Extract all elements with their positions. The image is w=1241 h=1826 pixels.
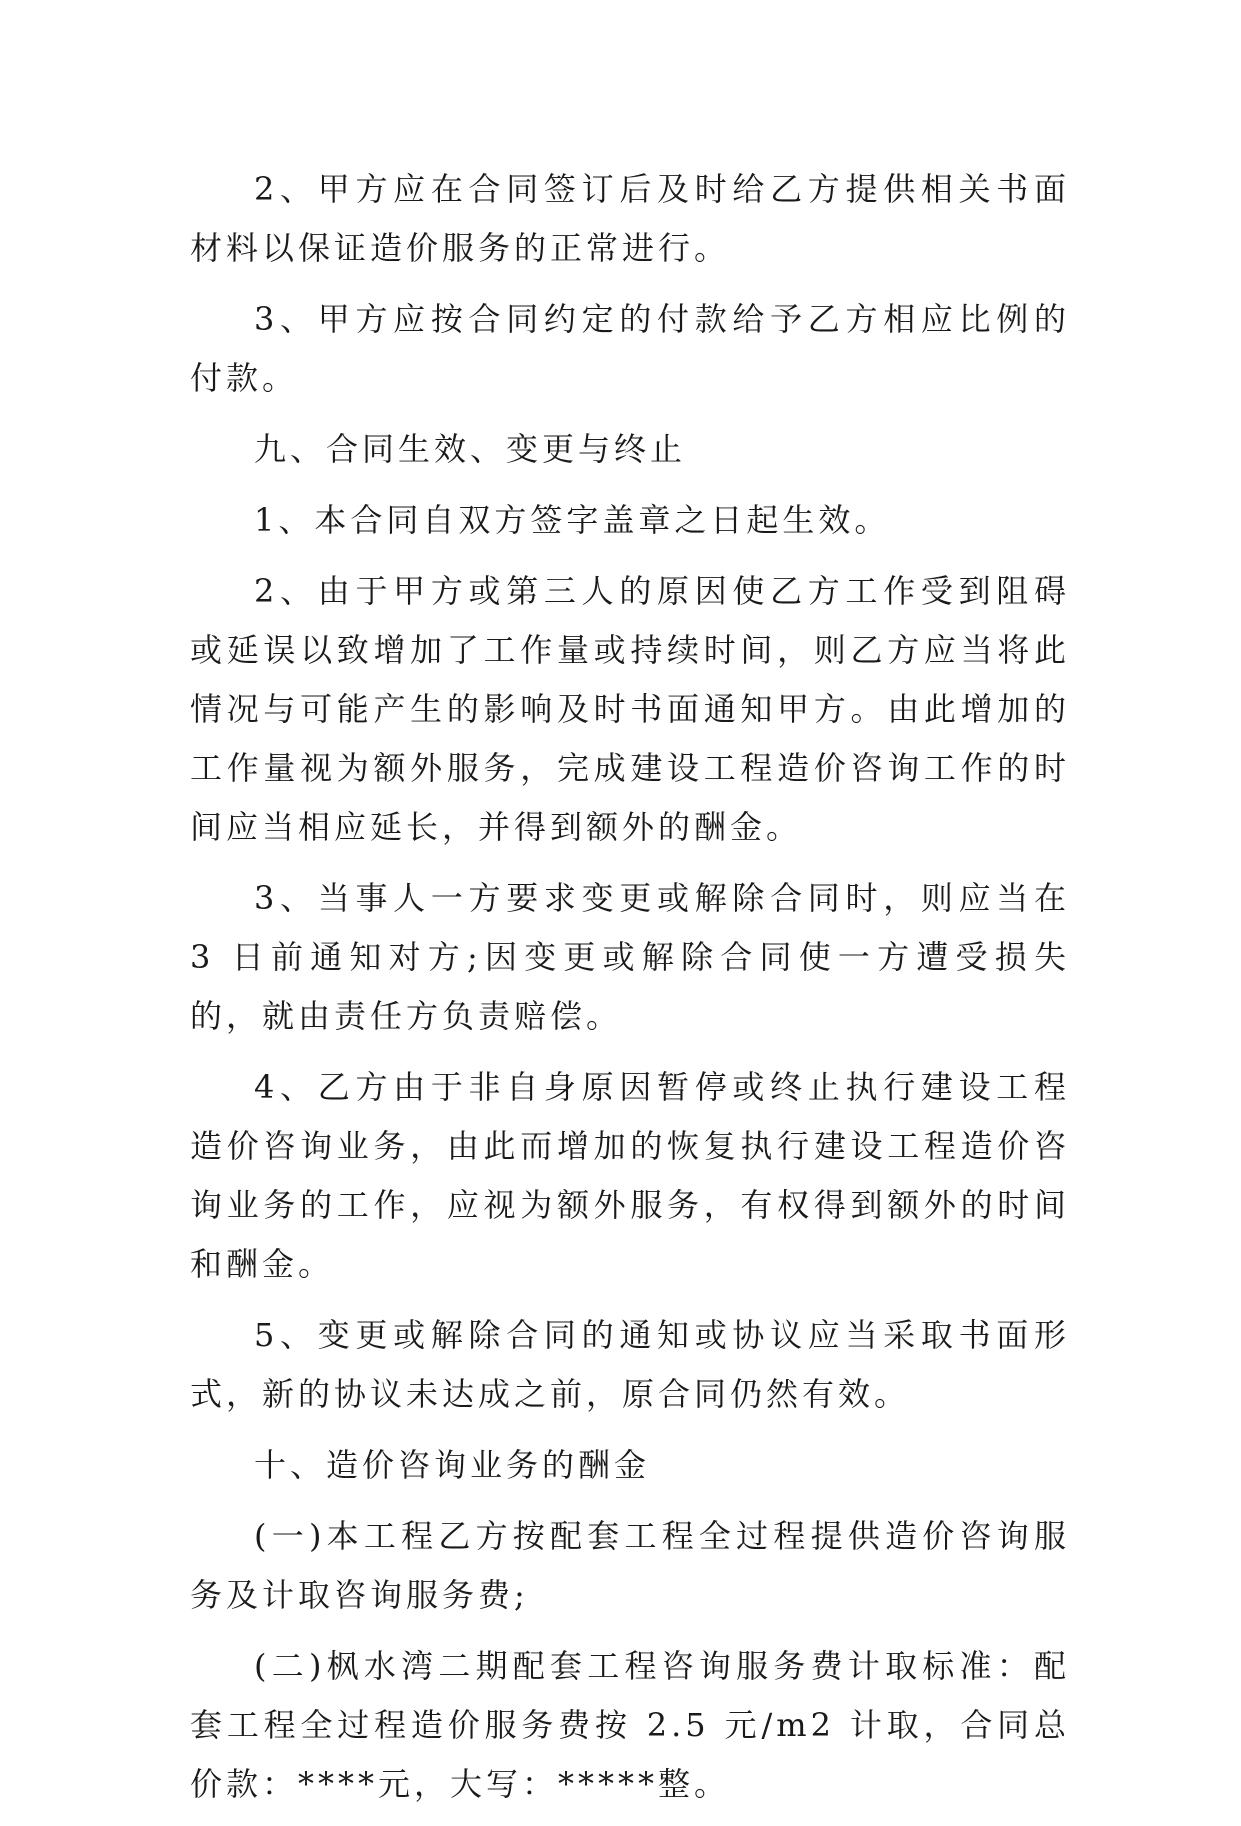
paragraph-termination-notice: 3、当事人一方要求变更或解除合同时，则应当在 3 日前通知对方;因变更或解除合同使一方遭受损失的，就由责任方负责赔偿。 (190, 879, 1070, 1035)
document-page (190, 160, 1070, 1826)
section-heading-effectiveness: 九、合同生效、变更与终止 (254, 430, 687, 468)
paragraph-service-scope: (一)本工程乙方按配套工程全过程提供造价咨询服务及计取咨询服务费; (190, 1517, 1070, 1614)
paragraph-effective-date: 1、本合同自双方签字盖章之日起生效。 (254, 501, 891, 539)
paragraph-fee-standard: (二)枫水湾二期配套工程咨询服务费计取标准：配套工程全过程造价服务费按 2.5 元/m2 计取，合同总价款：****元，大写：*****整。 (190, 1647, 1070, 1803)
paragraph-suspension-clause: 4、乙方由于非自身原因暂停或终止执行建设工程造价咨询业务，由此而增加的恢复执行建设工程造价咨询业务的工作，应视为额外服务，有权得到额外的时间和酬金。 (190, 1068, 1070, 1283)
section-heading-remuneration: 十、造价咨询业务的酬金 (254, 1446, 651, 1484)
paragraph-party-a-materials: 2、甲方应在合同签订后及时给乙方提供相关书面材料以保证造价服务的正常进行。 (190, 170, 1070, 267)
paragraph-written-form: 5、变更或解除合同的通知或协议应当采取书面形式，新的协议未达成之前，原合同仍然有效。 (190, 1316, 1070, 1413)
paragraph-party-a-payment: 3、甲方应按合同约定的付款给予乙方相应比例的付款。 (190, 300, 1070, 397)
paragraph-delay-clause: 2、由于甲方或第三人的原因使乙方工作受到阻碍或延误以致增加了工作量或持续时间，则乙方应当将此情况与可能产生的影响及时书面通知甲方。由此增加的工作量视为额外服务，完成建设工程造价咨询工作的时间应当相应延长，并得到额外的酬金。 (190, 572, 1070, 846)
